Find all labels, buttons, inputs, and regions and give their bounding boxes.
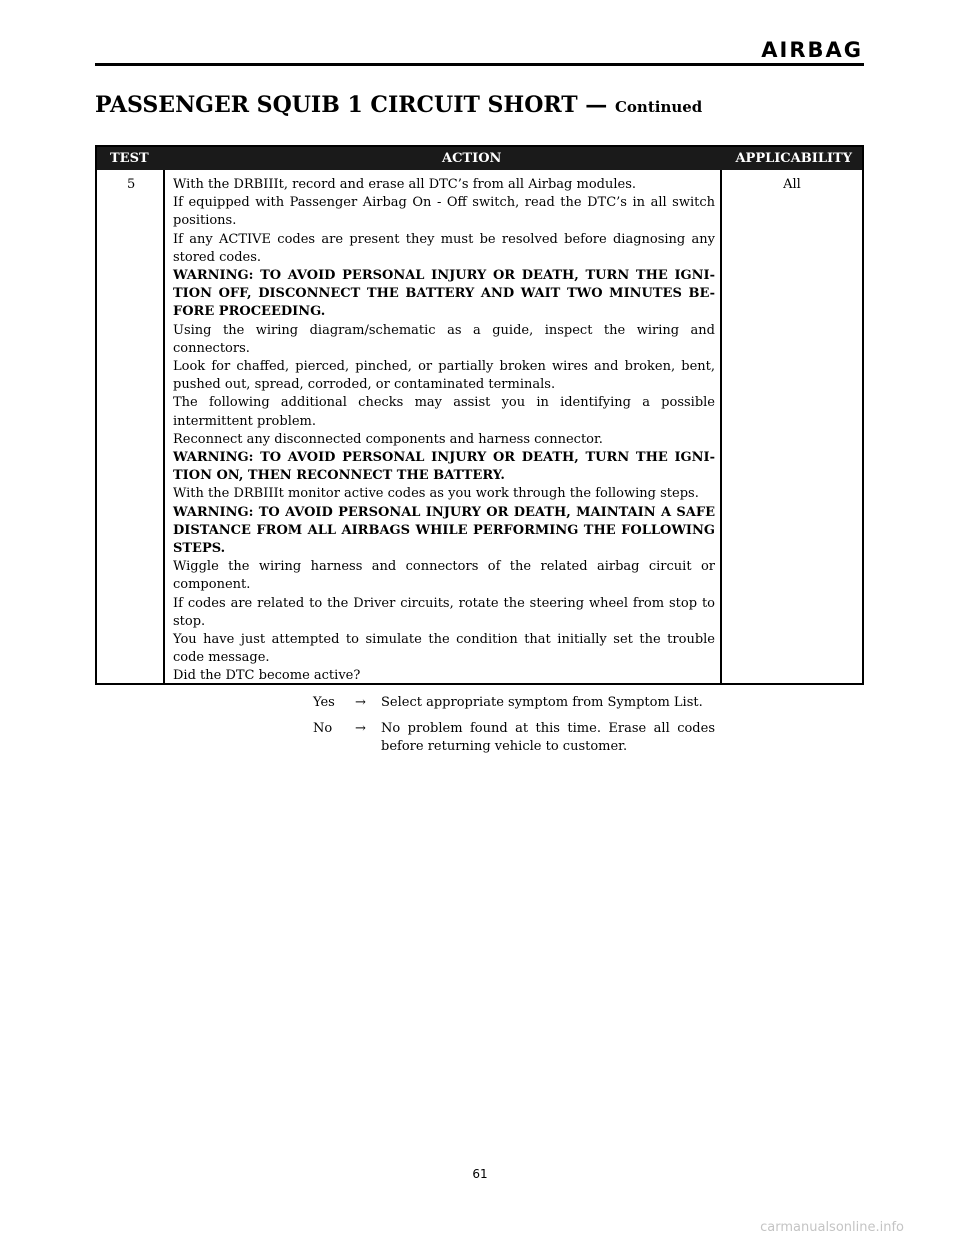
action-cell	[173, 176, 715, 756]
column-header-test: TEST	[110, 151, 149, 166]
action-paragraph: With the DRBIIIt, record and erase all DTC’s from all Airbag modules.	[173, 177, 636, 192]
watermark: carmanualsonline.info	[760, 1220, 904, 1235]
page-title-continued: Continued	[614, 98, 703, 116]
action-paragraph: With the DRBIIIt monitor active codes as you work through the following steps.	[173, 486, 699, 502]
page-number: 61	[472, 1167, 488, 1181]
test-table	[95, 145, 864, 755]
header-rule	[95, 63, 864, 66]
column-header-action: ACTION	[442, 151, 502, 166]
response-label: No	[313, 720, 333, 736]
column-divider	[163, 170, 165, 683]
action-paragraph: Wiggle the wiring harness and connectors of the related airbag circuit or component.	[173, 559, 715, 593]
test-number: 5	[127, 177, 136, 192]
arrow-icon: →	[355, 720, 366, 736]
table-header	[97, 147, 862, 170]
warning-paragraph: WARNING: TO AVOID PERSONAL INJURY OR DEATH, MAINTAIN A SAFE DISTANCE FROM ALL AIRBAGS WHILE PERFORMING THE FOLLOWING STEPS.	[173, 504, 715, 557]
action-paragraph: Reconnect any disconnected components and harness connector.	[173, 431, 603, 447]
warning-paragraph: WARNING: TO AVOID PERSONAL INJURY OR DEATH, TURN THE IGNI-TION ON, THEN RECONNECT THE BATTERY.	[173, 450, 715, 484]
action-paragraph: You have just attempted to simulate the condition that initially set the trouble code message.	[173, 632, 715, 666]
action-paragraph: If any ACTIVE codes are present they must be resolved before diagnosing any stored codes.	[173, 231, 715, 265]
action-paragraph: If equipped with Passenger Airbag On - Off switch, read the DTC’s in all switch positions.	[173, 195, 715, 229]
section-heading: AIRBAG	[761, 38, 863, 62]
action-paragraph: If codes are related to the Driver circuits, rotate the steering wheel from stop to stop.	[173, 595, 715, 629]
response-text: No problem found at this time. Erase all codes before returning vehicle to customer.	[381, 720, 715, 755]
action-paragraph: The following additional checks may assist you in identifying a possible intermittent problem.	[173, 395, 715, 429]
page-title-text: PASSENGER SQUIB 1 CIRCUIT SHORT —	[95, 92, 608, 118]
column-divider	[720, 170, 722, 683]
applicability-cell: All	[783, 177, 801, 192]
arrow-icon: →	[355, 694, 366, 710]
action-paragraph: Look for chaffed, pierced, pinched, or partially broken wires and broken, bent, pushed out, spread, corroded, or contaminated terminals.	[173, 359, 715, 393]
column-header-applicability: APPLICABILITY	[735, 151, 852, 166]
action-paragraph: Did the DTC become active?	[173, 668, 361, 684]
warning-paragraph: WARNING: TO AVOID PERSONAL INJURY OR DEATH, TURN THE IGNI-TION OFF, DISCONNECT THE BATTERY AND WAIT TWO MINUTES BE-FORE PROCEEDING.	[173, 268, 715, 320]
response-label: Yes	[313, 694, 335, 710]
page-title	[95, 92, 702, 118]
response-row	[173, 694, 715, 712]
response-text: Select appropriate symptom from Symptom List.	[381, 694, 703, 710]
action-paragraph: Using the wiring diagram/schematic as a guide, inspect the wiring and connectors.	[173, 322, 715, 356]
response-row	[173, 720, 715, 756]
